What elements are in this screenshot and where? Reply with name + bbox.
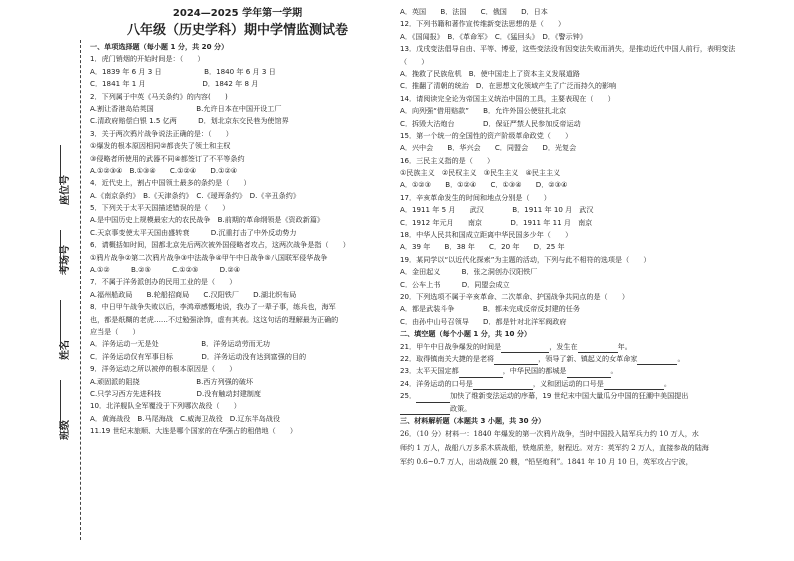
option-line: A.《南京条约》 B.《天津条约》 C.《瑷珲条约》 D.《辛丑条约》 xyxy=(90,190,300,200)
answer-blank[interactable] xyxy=(637,355,677,365)
question-line: 16．三民主义指的是（ ） xyxy=(400,155,495,165)
answer-blank[interactable] xyxy=(459,368,503,378)
fill-text: 24．洋务运动的口号是 xyxy=(400,378,473,388)
seat-label: 座位号 xyxy=(60,175,71,205)
option-line: C．拆毁大沽炮台 D．保证严禁人民参加反帝运动 xyxy=(400,118,581,128)
statement-line: ①民族主义 ②民权主义 ③民生主义 ④民主主义 xyxy=(400,168,561,178)
fill-text: 政策。 xyxy=(450,403,472,413)
question-line: 18．中华人民共和国成立距离中华民国多少年（ ） xyxy=(400,230,573,240)
fill-question-22 xyxy=(400,353,785,365)
question-line: 12．下列书籍和著作宣传维新变法思想的是（ ） xyxy=(400,19,566,29)
question-line: 19．某同学以“以近代化探索”为主题的活动，下列与此不相符的选项是（ ） xyxy=(400,254,651,264)
option-line: A.①②③④ B.①③④ C.①②④ D.①②④ xyxy=(90,165,238,175)
question-line: 2．下列属于中英《马关条约》的内容( ) xyxy=(90,91,228,101)
option-line: A.割让香港岛给英国 B.允许日本在中国开设工厂 xyxy=(90,103,282,113)
fill-text: ，义和团运动的口号是 xyxy=(532,378,604,388)
fill-question-24 xyxy=(400,378,785,390)
fill-question-23 xyxy=(400,365,785,377)
fill-text: 22．取得镇南关大捷的是老将 xyxy=(400,353,495,363)
option-line: C.清政府赔偿白银 1.5 亿两 D．划北京东交民巷为使馆界 xyxy=(90,116,289,126)
exam-no-blank xyxy=(60,230,61,270)
question-line: 6．请概括如时间，国都北京先后两次被外国侵略者攻占，这两次战争是指（ ） xyxy=(90,240,350,250)
question-line: 13．戊戌变法倡导自由、平等、博爱，这些变法没有因变法失败而消失，是推动近代中国人前行，表明变法 xyxy=(400,44,736,54)
answer-blank[interactable] xyxy=(473,380,533,390)
question-line: 9．洋务运动之所以被停的根本原因是（ ） xyxy=(90,364,237,374)
answer-blank[interactable] xyxy=(567,368,611,378)
option-line: A．黄海战役 B.马尾海战 C.威海卫战役 D.辽东半岛战役 xyxy=(90,413,281,423)
option-line: A．都是武装斗争 B．都未完成反帝反封建的任务 xyxy=(400,304,580,314)
class-label: 班级 xyxy=(60,420,71,440)
question-line: （ ） xyxy=(400,56,429,66)
class-blank xyxy=(60,380,61,430)
material-line: 师约 1 万人，战船八万多系木质战船，铁炮质差，射程近。对方：英军约 2 万人，直接参战的陆海 xyxy=(400,443,709,453)
question-line: 3．关于两次鸦片战争说法正确的是：（ ） xyxy=(90,128,233,138)
question-line: 8．中日甲午战争失败以后，李鸿章感慨地说，我办了一辈子事，练兵也，海军 xyxy=(90,302,336,312)
option-line: A.是中国历史上规模最宏大的农民战争 B.前期的革命纲领是《资政新篇》 xyxy=(90,215,325,225)
answer-blank[interactable] xyxy=(578,343,618,353)
answer-blank[interactable] xyxy=(501,343,549,353)
fill-text: ，中华民国的都城是 xyxy=(502,366,567,376)
option-line: A．金田起义 B．张之洞创办汉阳铁厂 xyxy=(400,267,538,277)
fill-text: 。 xyxy=(677,353,685,363)
option-line: A．1839 年 6 月 3 日 B．1840 年 6 月 3 日 xyxy=(90,66,276,76)
fill-text: 。 xyxy=(610,366,618,376)
option-line: A．挽救了民族危机 B．使中国走上了资本主义发展道路 xyxy=(400,68,580,78)
question-line: 14．请阅读完全论为帝国主义统治中国的工具，主要表现在（ ） xyxy=(400,93,615,103)
section-heading: 一、单项选择题（每小题 1 分，共 20 分） xyxy=(90,42,229,51)
statement-line: ①爆发的根本原因相同②都丧失了领土和主权 xyxy=(90,141,231,151)
question-line: 20．下列选项不属于辛亥革命、二次革命、护国战争共同点的是（ ） xyxy=(400,291,629,301)
fill-text: ，领导了新、镇起义的女革命家 xyxy=(538,353,638,363)
question-line: 5．下列关于太平天国描述错误的是（ ） xyxy=(90,203,230,213)
fill-text: 。 xyxy=(663,378,671,388)
statement-line: ③侵略者所使用的武器不同④都签订了不平等条约 xyxy=(90,153,245,163)
question-line: 应当是（ ） xyxy=(90,326,140,336)
question-line: 也，都是纸糊的老虎……不过勉强涂饰，虚有其表。这这句话的理解最为正确的 xyxy=(90,314,339,324)
material-line: 26．（10 分）材料一：1840 年爆发的第一次鸦片战争，当时中国投入陆军兵力约 10 万人，水 xyxy=(400,429,699,439)
question-line: 11.19 世纪末旅顺、大连是哪个国家的在华强占的租借地（ ） xyxy=(90,426,297,436)
fill-text: 年。 xyxy=(617,341,632,351)
option-line: A．兴中会 B．华兴会 C．同盟会 D．光复会 xyxy=(400,143,577,153)
fill-question-21 xyxy=(400,341,785,353)
option-line: C．1912 年元月 南京 D．1911 年 11 月 南京 xyxy=(400,217,593,227)
section-heading: 三、材料解析题（本题共 3 小题，共 30 分） xyxy=(400,415,546,425)
fill-text: 加快了维新变法运动的序幕，19 世纪末中国大量瓜分中国的狂潮中美国提出 xyxy=(450,391,689,401)
option-line: C．1841 年 1 月 D．1842 年 8 月 xyxy=(90,79,259,89)
option-line: A．《国闻报》 B．《革命军》 C．《猛回头》 D．《警示钟》 xyxy=(400,31,587,41)
left-column xyxy=(90,6,385,438)
option-line: C.天京事变使太平天国由盛转衰 D.沉重打击了中外反动势力 xyxy=(90,227,297,237)
exam-title: 八年级（历史学科）期中学情监测试卷 xyxy=(126,23,348,38)
section-heading: 二、填空题（每个小题 1 分，共 10 分） xyxy=(400,329,532,339)
exam-no-label: 考场号 xyxy=(60,245,71,275)
option-line: A．39 年 B．38 年 C．20 年 D．25 年 xyxy=(400,242,565,252)
question-line: 10．北洋舰队全军覆没于下列哪次战役（ ） xyxy=(90,401,241,411)
answer-blank[interactable] xyxy=(400,405,450,415)
option-line: C．洋务运动仅有军事目标 D．洋务运动没有达到富强的目的 xyxy=(90,351,307,361)
seat-blank xyxy=(60,145,61,185)
material-line: 军约 0.6~0.7 万人，出动战舰 20 艘，“铅坚炮利”。1841 年 10 月 10 日，英军攻占宁波， xyxy=(400,457,693,467)
name-label: 姓名 xyxy=(60,340,71,360)
binding-line xyxy=(80,40,81,540)
term-title: 2024—2025 学年第一学期 xyxy=(172,8,303,19)
fill-text: 25． xyxy=(400,391,417,401)
option-line: A．①②③ B．①②④ C．①③④ D．②③④ xyxy=(400,180,568,190)
question-line: 7．不属于洋务派创办的民用工业的是（ ） xyxy=(90,277,237,287)
answer-blank[interactable] xyxy=(494,355,538,365)
right-column xyxy=(400,6,785,469)
question-line: 17．辛亥革命发生的时间和地点分别是（ ） xyxy=(400,192,551,202)
option-line: A.①② B.②⑤ C.①②⑤ D.②④ xyxy=(90,265,241,275)
option-line: C．由孙中山号召领导 D．都是针对北洋军阀政府 xyxy=(400,316,567,326)
option-line: A．洋务运动一无是处 B．洋务运动劳而无功 xyxy=(90,339,270,349)
name-blank xyxy=(60,300,61,350)
question-line: 4．近代史上，割占中国领土最多的条约是（ ） xyxy=(90,178,251,188)
statement-line: ①鸦片战争②第二次鸦片战争③中法战争④甲午中日战争⑤八国联军侵华战争 xyxy=(90,252,328,262)
option-line: C．公车上书 D．同盟会成立 xyxy=(400,279,510,289)
option-line: C．推翻了清朝的统治 D．在思想文化领域产生了广泛而持久的影响 xyxy=(400,81,617,91)
option-line: A．向列强“借用赔款” B．允许外国公使驻扎北京 xyxy=(400,106,567,116)
answer-blank[interactable] xyxy=(416,393,450,403)
option-line: C.只学习西方先进科技 D.没有触动封建制度 xyxy=(90,388,261,398)
option-line: A.福州船政局 B.轮船招商局 C.汉阳铁厂 D.湖北织布局 xyxy=(90,289,297,299)
option-line: A．1911 年 5 月 武汉 B．1911 年 10 月 武汉 xyxy=(400,205,594,215)
option-line: A.顽固派的阻挠 B.西方列强的破坏 xyxy=(90,376,254,386)
fill-text: ，发生在 xyxy=(549,341,578,351)
fill-question-25-cont xyxy=(400,403,785,415)
answer-blank[interactable] xyxy=(604,380,664,390)
option-line: A．英国 B．法国 C．俄国 D．日本 xyxy=(400,7,548,16)
fill-text: 21．甲午中日战争爆发的时间是 xyxy=(400,341,502,351)
fill-text: 23．太平天国定都 xyxy=(400,366,459,376)
question-line: 15．第一个统一的全国性的资产阶级革命政党（ ） xyxy=(400,130,573,140)
fill-question-25 xyxy=(400,390,785,402)
question-line: 1．虎门销烟的开始时间是：（ ） xyxy=(90,54,205,64)
